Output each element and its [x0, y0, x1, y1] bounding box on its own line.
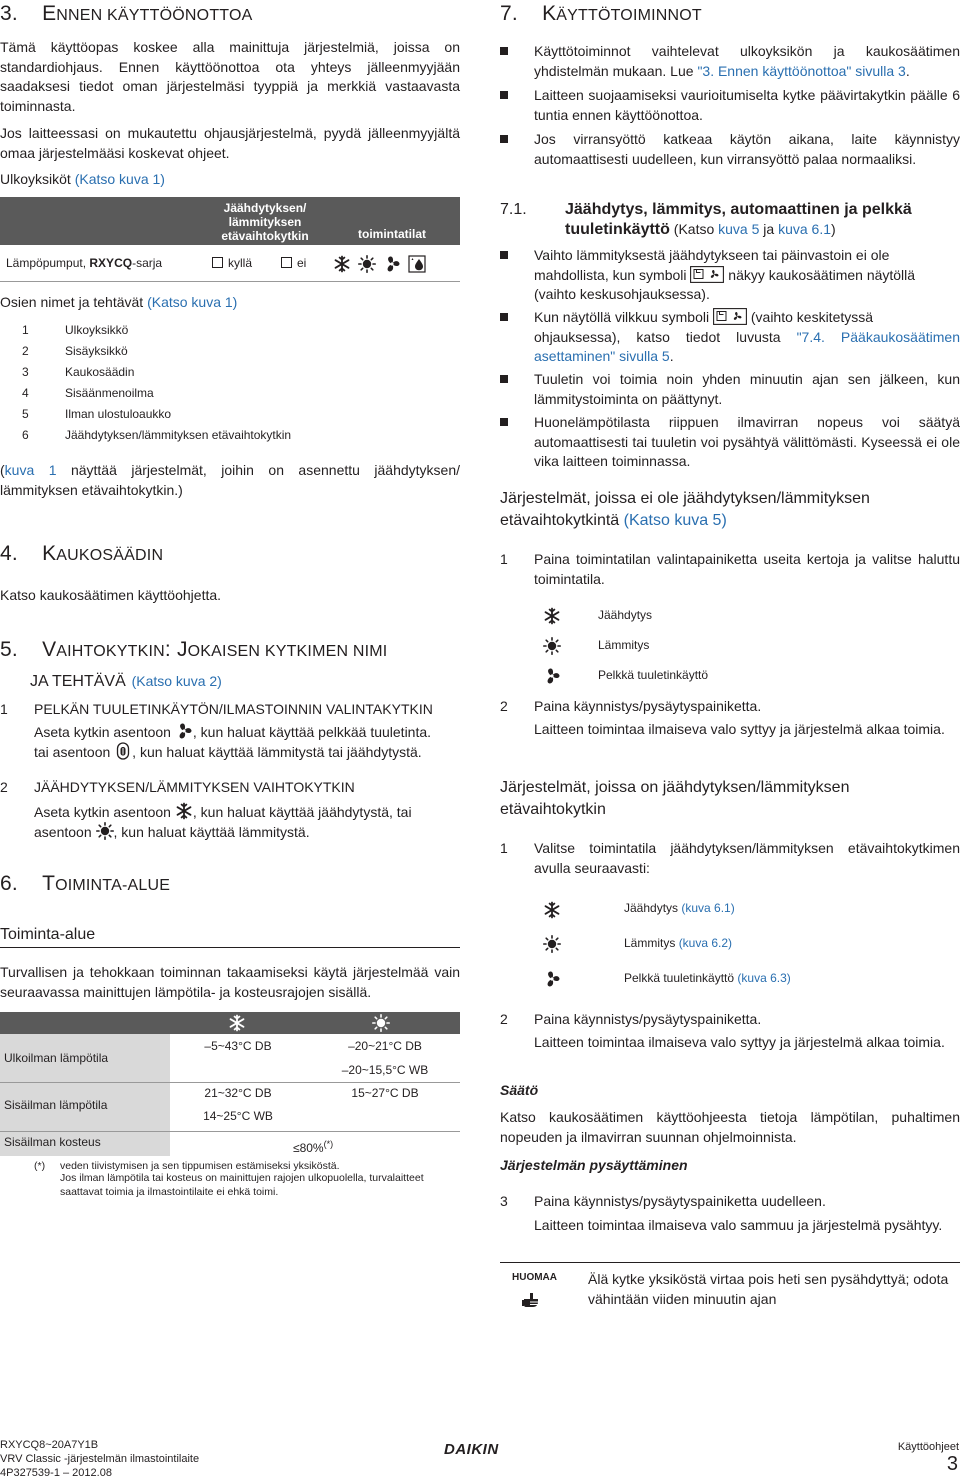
- section-7-title: 7. KÄYTTÖTOIMINNOT: [500, 2, 702, 25]
- outdoor-units-label: Ulkoyksiköt (Katso kuva 1): [0, 171, 165, 187]
- footnote-mark: (*): [34, 1160, 46, 1172]
- brand-logo: DAIKIN: [444, 1441, 499, 1458]
- system-a-step-1: 1 Paina toimintatilan valintapainiketta useita kertoja ja valitse haluttu toimintatila.: [500, 551, 960, 587]
- section-6-title: 6. TOIMINTA-ALUE: [0, 872, 171, 895]
- row-label: Ulkoilman lämpötila: [4, 1051, 109, 1065]
- central-control-icon: [713, 308, 747, 325]
- custom-control-paragraph: Jos laitteessasi on mukautettu ohjausjärjestelmä, pyydä jälleenmyyjältä omaa järjestelmääsi koskevat ohjeet.: [0, 125, 460, 161]
- snowflake-icon: [175, 802, 193, 820]
- note-text: Älä kytke yksiköstä virtaa pois heti sen pysähdyttyä; odota vähintään viiden minuutin ajan: [588, 1271, 949, 1307]
- row-label: Sisäilman lämpötila: [4, 1098, 108, 1112]
- section-7-1-number: 7.1.: [500, 201, 527, 218]
- snowflake-icon: [543, 607, 561, 625]
- system-b-step-2: 2 Paina käynnistys/pysäytyspainiketta. Laitteen toimintaa ilmaiseva valo syttyy ja järjestelmä alkaa toimia.: [500, 1011, 945, 1050]
- snowflake-icon: [228, 1014, 246, 1032]
- parts-note: (kuva 1 näyttää järjestelmät, joihin on asennettu jäähdytyksen/ lämmityksen etävaihtokytkin.): [0, 462, 460, 498]
- system-b-title: Järjestelmät, joissa on jäähdytyksen/lämmityksen etävaihtokytkin: [500, 779, 850, 818]
- dry-icon: [408, 255, 426, 273]
- bullet-icon: [500, 375, 508, 383]
- snowflake-icon: [543, 901, 561, 919]
- mode-label: Pelkkä tuuletinkäyttö (kuva 6.3): [624, 971, 791, 985]
- list-item: 5 Ilman ulostuloaukko: [22, 407, 172, 421]
- bullet-5: Kun näytöllä vilkkuu symboli (vaihto keskitetyssä ohjauksessa), katso tiedot luvusta "7.4. Pääkaukosäätimen asettaminen" sivulla 5.: [500, 308, 960, 368]
- header-modes: toimintatilat: [358, 227, 426, 241]
- page-number: 3: [946, 1453, 958, 1475]
- list-item: 4 Sisäänmenoilma: [22, 386, 154, 400]
- fan-icon: [383, 255, 401, 273]
- fan-icon: [175, 722, 193, 740]
- note-rule: [500, 1262, 960, 1263]
- section-3-title: 3. ENNEN KÄYTTÖÖNOTTOA: [0, 2, 253, 25]
- cell-value: –20~15,5°C WB: [341, 1063, 429, 1077]
- cell-value: –5~43°C DB: [204, 1039, 272, 1053]
- humidity-value: ≤80%(*): [293, 1139, 334, 1155]
- cell-value: 15~27°C DB: [351, 1086, 419, 1100]
- operation-range-text: Turvallisen ja tehokkaan toiminnan takaamiseksi käytä järjestelmää vain seuraavassa mainittujen lämpötila- ja kosteusrajojen sisällä.: [0, 964, 460, 1000]
- footnote-1: veden tiivistymisen ja sen tippumisen estämiseksi yksiköstä.: [60, 1160, 340, 1172]
- bullet-icon: [500, 313, 508, 321]
- parts-list: [22, 322, 452, 448]
- row-label: Sisäilman kosteus: [4, 1135, 101, 1149]
- cell-value: –20~21°C DB: [348, 1039, 422, 1053]
- operation-range-table: [0, 1012, 460, 1157]
- system-a-modes: [540, 605, 840, 695]
- fan-icon: [543, 970, 561, 988]
- bullet-1: Käyttötoiminnot vaihtelevat ulkoyksikön ja kaukosäätimen yhdistelmän mukaan. Lue "3. Ennen käyttöönottoa" sivulla 3.: [500, 42, 960, 82]
- mode-label: Lämmitys (kuva 6.2): [624, 936, 733, 950]
- bullet-icon: [500, 418, 508, 426]
- sun-icon: [372, 1014, 390, 1032]
- bullet-icon: [500, 91, 508, 99]
- list-item: 2 Sisäyksikkö: [22, 344, 128, 358]
- switch-item-1: 1 PELKÄN TUULETINKÄYTÖN/ILMASTOINNIN VALINTAKYTKIN Aseta kytkin asentoon , kun haluat käyttää pelkkää tuuletinta. tai asentoon , kun haluat käyttää lämmitystä tai jäähdytystä.: [0, 701, 433, 760]
- bullet-icon: [500, 251, 508, 259]
- mode-label: Jäähdytys: [598, 608, 653, 622]
- system-a-step-2: 2 Paina käynnistys/pysäytyspainiketta. Laitteen toimintaa ilmaiseva valo syttyy ja järjestelmä alkaa toimia.: [500, 698, 945, 737]
- list-item: 1 Ulkoyksikkö: [22, 323, 129, 337]
- yes-checkbox-icon: [212, 257, 223, 268]
- snowflake-icon: [333, 255, 351, 273]
- bullet-4: Vaihto lämmityksestä jäähdytykseen tai päinvastoin ei ole mahdollista, kun symboli näkyy kaukosäätimen näytöllä (vaihto keskusohjauksessa).: [500, 246, 960, 306]
- system-b-modes: [540, 898, 840, 993]
- bullet-icon: [500, 135, 508, 143]
- footer-left: RXYCQ8~20A7Y1B VRV Classic -järjestelmän ilmastointilaite 4P327539-1 – 2012.08: [0, 1439, 200, 1479]
- stop-title: Järjestelmän pysäyttäminen: [500, 1157, 688, 1173]
- sun-icon: [96, 822, 114, 840]
- switch-item-2: 2 JÄÄHDYTYKSEN/LÄMMITYKSEN VAIHTOKYTKIN Aseta kytkin asentoon , kun haluat käyttää jäähdytystä, tai asentoon , kun haluat käyttää lämmitystä.: [0, 779, 412, 840]
- bullet-icon: [500, 47, 508, 55]
- note-label: HUOMAA: [512, 1272, 557, 1283]
- fan-icon: [543, 667, 561, 685]
- sun-icon: [543, 637, 561, 655]
- system-b-step-1: 1 Valitse toimintatila jäähdytyksen/lämmityksen etävaihtokytkimen avulla seuraavasti:: [500, 840, 960, 876]
- bullet-3: Jos virransyöttö katkeaa käytön aikana, laite käynnistyy automaattisesti uudelleen, kun virransyöttö palaa normaaliksi.: [500, 130, 960, 170]
- section-4-title: 4. KAUKOSÄÄDIN: [0, 542, 164, 565]
- footer-doc: Käyttöohjeet: [897, 1441, 959, 1453]
- bullet-6: Tuuletin voi toimia noin yhden minuutin ajan sen jälkeen, kun lämmitystoiminta on päättynyt.: [500, 370, 960, 410]
- stop-step-3: 3 Paina käynnistys/pysäytyspainiketta uudelleen. Laitteen toimintaa ilmaiseva valo sammuu ja järjestelmä pysähtyy.: [500, 1193, 943, 1233]
- intro-paragraph: Tämä käyttöopas koskee alla mainittuja järjestelmiä, joissa on standardiohjaus. Ennen käyttöönottoa ota yhteys jälleenmyyjään saadaksesi tiedot oman järjestelmäsi tyyppiä ja merkkiä vastaavasta toiminnasta.: [0, 39, 460, 114]
- table-divider: [0, 281, 460, 282]
- central-control-icon: [690, 266, 724, 283]
- section-5-title: 5. VAIHTOKYTKIN: JOKAISEN KYTKIMEN NIMI: [0, 638, 388, 661]
- fan-switch-icon: [114, 742, 132, 760]
- mode-label: Lämmitys: [598, 638, 650, 652]
- list-item: 3 Kaukosäädin: [22, 365, 135, 379]
- operation-range-subtitle: Toiminta-alue: [0, 926, 96, 943]
- section-5-title-line2: JA TEHTÄVÄ (Katso kuva 2): [30, 673, 222, 690]
- row-heatpumps-label: Lämpöpumput, RXYCQ-sarja: [6, 256, 163, 270]
- adjust-text: Katso kaukosäätimen käyttöohjeesta tietoja lämpötilan, puhaltimen nopeuden ja ilmavirran suunnan ohjelmoinnista.: [500, 1109, 960, 1145]
- list-item: 6 Jäähdytyksen/lämmityksen etävaihtokytkin: [22, 428, 292, 442]
- bullet-2: Laitteen suojaamiseksi vaurioitumiselta kytke päävirtakytkin päälle 6 tuntia ennen käyttöönottoa.: [500, 86, 960, 126]
- system-table-header: [0, 197, 460, 245]
- hand-icon: [522, 1290, 540, 1308]
- footnote-2: Jos ilman lämpötila tai kosteus on mainittujen rajojen ulkopuolella, turvalaitteet saattavat toimia ja ilmastointilaite ei ehkä toimi.: [60, 1172, 424, 1198]
- bullet-7: Huonelämpötilasta riippuen ilmavirran nopeus voi säätyä automaattisesti tai tuuletin voi pysähtyä välittömästi. Kyseessä ei ole vika laitteen toiminnassa.: [500, 413, 960, 473]
- cell-value: 21~32°C DB: [204, 1086, 272, 1100]
- parts-label: Osien nimet ja tehtävät (Katso kuva 1): [0, 294, 238, 310]
- no-checkbox-icon: [281, 257, 292, 268]
- header-switch: Jäähdytyksen/ lämmityksen etävaihtokytkin: [221, 201, 309, 243]
- sun-icon: [358, 255, 376, 273]
- mode-label: Jäähdytys (kuva 6.1): [624, 901, 735, 915]
- subtitle-rule: [0, 947, 460, 948]
- row-yes: kyllä: [212, 255, 252, 271]
- section-7-1-title: Jäähdytys, lämmitys, automaattinen ja pelkkä tuuletinkäyttö (Katso kuva 5 ja kuva 6.1): [565, 201, 912, 238]
- system-a-title: Järjestelmät, joissa ei ole jäähdytyksen/lämmityksen etävaihtokytkintä (Katso kuva 5): [500, 490, 870, 529]
- sun-icon: [543, 935, 561, 953]
- cell-value: 14~25°C WB: [203, 1109, 273, 1123]
- mode-label: Pelkkä tuuletinkäyttö: [598, 668, 709, 682]
- remote-text: Katso kaukosäätimen käyttöohjetta.: [0, 587, 222, 603]
- adjust-title: Säätö: [500, 1082, 539, 1098]
- row-no: ei: [281, 255, 306, 271]
